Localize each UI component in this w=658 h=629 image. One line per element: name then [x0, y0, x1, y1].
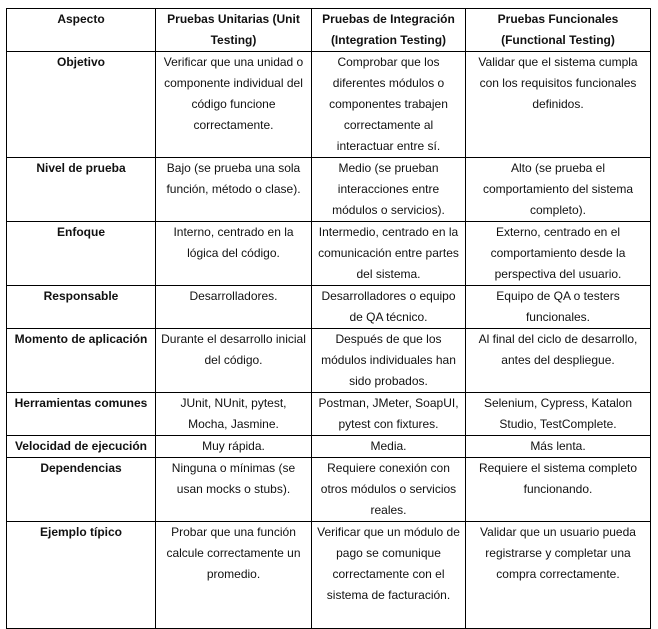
- cell-integration: Media.: [312, 436, 466, 458]
- cell-integration: Intermedio, centrado en la comunicación entre partes del sistema.: [312, 222, 466, 286]
- table-row: [7, 522, 651, 629]
- table-row: [7, 436, 651, 458]
- cell-unit: JUnit, NUnit, pytest, Mocha, Jasmine.: [156, 393, 312, 436]
- cell-unit: Durante el desarrollo inicial del código.: [156, 329, 312, 393]
- cell-unit: Muy rápida.: [156, 436, 312, 458]
- cell-aspect: Responsable: [7, 286, 156, 329]
- cell-integration: Después de que los módulos individuales han sido probados.: [312, 329, 466, 393]
- cell-aspect: Dependencias: [7, 458, 156, 522]
- cell-functional: Externo, centrado en el comportamiento desde la perspectiva del usuario.: [466, 222, 651, 286]
- table-row: [7, 158, 651, 222]
- cell-aspect: Enfoque: [7, 222, 156, 286]
- cell-functional: Selenium, Cypress, Katalon Studio, TestComplete.: [466, 393, 651, 436]
- cell-unit: Interno, centrado en la lógica del código.: [156, 222, 312, 286]
- cell-aspect: Objetivo: [7, 52, 156, 158]
- cell-aspect: Ejemplo típico: [7, 522, 156, 629]
- header-aspect: Aspecto: [7, 9, 156, 52]
- cell-unit: Probar que una función calcule correctamente un promedio.: [156, 522, 312, 629]
- cell-integration: Comprobar que los diferentes módulos o componentes trabajen correctamente al interactuar entre sí.: [312, 52, 466, 158]
- cell-functional: Requiere el sistema completo funcionando.: [466, 458, 651, 522]
- header-row: [7, 9, 651, 52]
- cell-integration: Verificar que un módulo de pago se comunique correctamente con el sistema de facturación.: [312, 522, 466, 629]
- cell-unit: Verificar que una unidad o componente individual del código funcione correctamente.: [156, 52, 312, 158]
- cell-unit: Bajo (se prueba una sola función, método o clase).: [156, 158, 312, 222]
- table-row: [7, 458, 651, 522]
- cell-functional: Al final del ciclo de desarrollo, antes del despliegue.: [466, 329, 651, 393]
- cell-integration: Desarrolladores o equipo de QA técnico.: [312, 286, 466, 329]
- cell-integration: Requiere conexión con otros módulos o servicios reales.: [312, 458, 466, 522]
- cell-aspect: Nivel de prueba: [7, 158, 156, 222]
- cell-functional: Equipo de QA o testers funcionales.: [466, 286, 651, 329]
- cell-integration: Medio (se prueban interacciones entre módulos o servicios).: [312, 158, 466, 222]
- table-row: [7, 329, 651, 393]
- table-row: [7, 222, 651, 286]
- cell-aspect: Momento de aplicación: [7, 329, 156, 393]
- cell-unit: Ninguna o mínimas (se usan mocks o stubs).: [156, 458, 312, 522]
- cell-functional: Más lenta.: [466, 436, 651, 458]
- cell-functional: Alto (se prueba el comportamiento del sistema completo).: [466, 158, 651, 222]
- cell-aspect: Velocidad de ejecución: [7, 436, 156, 458]
- comparison-table: [6, 8, 651, 629]
- cell-functional: Validar que el sistema cumpla con los requisitos funcionales definidos.: [466, 52, 651, 158]
- cell-aspect: Herramientas comunes: [7, 393, 156, 436]
- cell-functional: Validar que un usuario pueda registrarse y completar una compra correctamente.: [466, 522, 651, 629]
- cell-unit: Desarrolladores.: [156, 286, 312, 329]
- table-row: [7, 286, 651, 329]
- cell-integration: Postman, JMeter, SoapUI, pytest con fixtures.: [312, 393, 466, 436]
- table-row: [7, 393, 651, 436]
- header-functional-testing: Pruebas Funcionales (Functional Testing): [466, 9, 651, 52]
- header-integration-testing: Pruebas de Integración (Integration Testing): [312, 9, 466, 52]
- header-unit-testing: Pruebas Unitarias (Unit Testing): [156, 9, 312, 52]
- table-row: [7, 52, 651, 158]
